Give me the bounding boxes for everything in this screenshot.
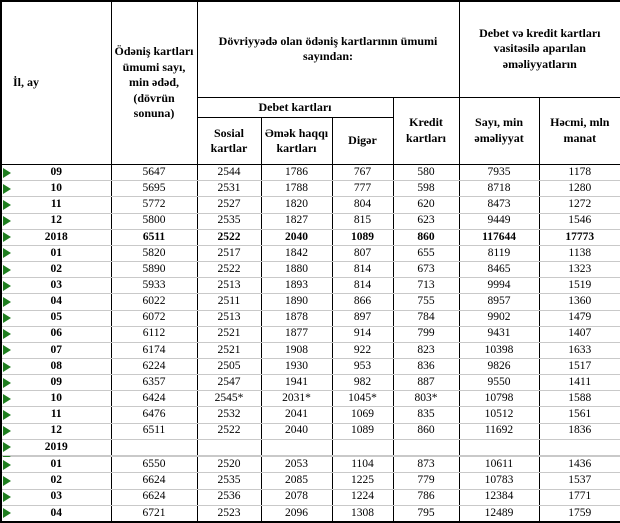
value-cell: 10398 xyxy=(459,342,539,358)
value-cell: 1411 xyxy=(539,375,620,391)
period-cell xyxy=(1,165,111,181)
value-cell: 1045* xyxy=(332,391,393,407)
value-cell: 777 xyxy=(332,181,393,197)
value-cell: 795 xyxy=(393,505,459,522)
table-header xyxy=(1,1,620,165)
value-cell: 1308 xyxy=(332,505,393,522)
period-cell xyxy=(1,439,111,455)
period-label: 04 xyxy=(50,295,62,308)
table-row xyxy=(1,358,620,374)
value-cell: 2523 xyxy=(197,505,261,522)
period-label: 2019 xyxy=(44,440,68,453)
value-cell: 1104 xyxy=(332,457,393,473)
value-cell: 807 xyxy=(332,245,393,261)
value-cell: 1878 xyxy=(261,310,332,326)
green-triangle-icon xyxy=(3,410,11,420)
header-debit-cards: Debet kartları xyxy=(197,97,393,118)
table-row xyxy=(1,439,620,455)
value-cell: 803* xyxy=(393,391,459,407)
value-cell: 1272 xyxy=(539,197,620,213)
value-cell: 6721 xyxy=(111,505,197,522)
table-row xyxy=(1,326,620,342)
value-cell: 2522 xyxy=(197,262,261,278)
green-triangle-icon xyxy=(3,232,11,242)
value-cell: 10783 xyxy=(459,473,539,489)
green-triangle-icon xyxy=(3,362,11,372)
value-cell: 2078 xyxy=(261,489,332,505)
period-cell xyxy=(1,375,111,391)
value-cell xyxy=(197,439,261,455)
value-cell: 5772 xyxy=(111,197,197,213)
value-cell: 11692 xyxy=(459,423,539,439)
table-row xyxy=(1,197,620,213)
value-cell: 755 xyxy=(393,294,459,310)
green-triangle-icon xyxy=(3,508,11,518)
header-social-cards: Sosial kartlar xyxy=(197,118,261,165)
value-cell xyxy=(393,439,459,455)
value-cell: 1546 xyxy=(539,213,620,229)
value-cell: 823 xyxy=(393,342,459,358)
value-cell: 17773 xyxy=(539,229,620,245)
value-cell: 1827 xyxy=(261,213,332,229)
green-triangle-icon xyxy=(3,394,11,404)
value-cell: 2041 xyxy=(261,407,332,423)
period-cell xyxy=(1,473,111,489)
value-cell: 1178 xyxy=(539,165,620,181)
header-salary-cards: Əmək haqqı kartları xyxy=(261,118,332,165)
period-cell xyxy=(1,326,111,342)
table-row xyxy=(1,165,620,181)
value-cell: 1771 xyxy=(539,489,620,505)
green-triangle-icon xyxy=(3,200,11,210)
value-cell: 860 xyxy=(393,229,459,245)
value-cell: 2031* xyxy=(261,391,332,407)
value-cell: 1908 xyxy=(261,342,332,358)
value-cell: 117644 xyxy=(459,229,539,245)
green-triangle-icon xyxy=(3,168,11,178)
period-cell xyxy=(1,489,111,505)
header-other-cards: Digər xyxy=(332,118,393,165)
table-row xyxy=(1,294,620,310)
value-cell: 799 xyxy=(393,326,459,342)
value-cell: 1407 xyxy=(539,326,620,342)
table-row xyxy=(1,423,620,439)
period-label: 03 xyxy=(50,490,62,503)
value-cell: 1069 xyxy=(332,407,393,423)
period-cell xyxy=(1,197,111,213)
value-cell: 2085 xyxy=(261,473,332,489)
value-cell: 836 xyxy=(393,358,459,374)
value-cell: 1877 xyxy=(261,326,332,342)
header-in-circulation: Dövriyyədə olan ödəniş kartlarının ümumi sayından: xyxy=(197,1,459,97)
value-cell: 2511 xyxy=(197,294,261,310)
header-operations-count: Sayı, min əməliyyat xyxy=(459,97,539,165)
value-cell: 1519 xyxy=(539,278,620,294)
value-cell: 9994 xyxy=(459,278,539,294)
value-cell: 815 xyxy=(332,213,393,229)
value-cell: 1089 xyxy=(332,229,393,245)
period-cell xyxy=(1,358,111,374)
period-label: 08 xyxy=(50,359,62,372)
value-cell: 814 xyxy=(332,262,393,278)
table-row xyxy=(1,375,620,391)
value-cell: 835 xyxy=(393,407,459,423)
period-label: 07 xyxy=(50,343,62,356)
value-cell: 2535 xyxy=(197,473,261,489)
value-cell: 982 xyxy=(332,375,393,391)
table-row xyxy=(1,213,620,229)
value-cell: 873 xyxy=(393,457,459,473)
value-cell: 2536 xyxy=(197,489,261,505)
green-triangle-icon xyxy=(3,184,11,194)
value-cell: 2547 xyxy=(197,375,261,391)
green-triangle-icon xyxy=(3,476,11,486)
value-cell: 2521 xyxy=(197,326,261,342)
value-cell: 1138 xyxy=(539,245,620,261)
value-cell: 1820 xyxy=(261,197,332,213)
green-triangle-icon xyxy=(3,442,11,452)
value-cell: 620 xyxy=(393,197,459,213)
period-cell xyxy=(1,181,111,197)
value-cell: 1893 xyxy=(261,278,332,294)
value-cell: 2532 xyxy=(197,407,261,423)
table-row xyxy=(1,229,620,245)
period-cell xyxy=(1,310,111,326)
value-cell: 1561 xyxy=(539,407,620,423)
green-triangle-icon xyxy=(3,281,11,291)
value-cell: 866 xyxy=(332,294,393,310)
value-cell: 6511 xyxy=(111,423,197,439)
period-cell xyxy=(1,245,111,261)
value-cell xyxy=(332,439,393,455)
value-cell: 10512 xyxy=(459,407,539,423)
value-cell: 1436 xyxy=(539,457,620,473)
table-body xyxy=(1,165,620,522)
value-cell: 2521 xyxy=(197,342,261,358)
value-cell: 914 xyxy=(332,326,393,342)
value-cell: 2531 xyxy=(197,181,261,197)
table-row xyxy=(1,181,620,197)
value-cell: 9826 xyxy=(459,358,539,374)
value-cell: 6022 xyxy=(111,294,197,310)
value-cell: 8119 xyxy=(459,245,539,261)
green-triangle-icon xyxy=(3,265,11,275)
value-cell: 786 xyxy=(393,489,459,505)
value-cell: 673 xyxy=(393,262,459,278)
value-cell: 9902 xyxy=(459,310,539,326)
value-cell: 5800 xyxy=(111,213,197,229)
value-cell: 1836 xyxy=(539,423,620,439)
period-label: 2018 xyxy=(44,230,68,243)
table-row xyxy=(1,505,620,522)
value-cell: 7935 xyxy=(459,165,539,181)
table-row xyxy=(1,457,620,473)
period-cell xyxy=(1,423,111,439)
value-cell: 10611 xyxy=(459,457,539,473)
value-cell: 2513 xyxy=(197,310,261,326)
value-cell: 1537 xyxy=(539,473,620,489)
period-cell xyxy=(1,505,111,522)
table-row xyxy=(1,262,620,278)
value-cell: 860 xyxy=(393,423,459,439)
value-cell: 6357 xyxy=(111,375,197,391)
green-triangle-icon xyxy=(3,426,11,436)
value-cell: 1788 xyxy=(261,181,332,197)
value-cell: 1323 xyxy=(539,262,620,278)
green-triangle-icon xyxy=(3,345,11,355)
value-cell xyxy=(539,439,620,455)
value-cell: 1786 xyxy=(261,165,332,181)
header-il-ay: İl, ay xyxy=(1,1,111,165)
value-cell: 784 xyxy=(393,310,459,326)
value-cell: 5933 xyxy=(111,278,197,294)
value-cell: 6072 xyxy=(111,310,197,326)
value-cell: 1880 xyxy=(261,262,332,278)
table-row xyxy=(1,489,620,505)
period-label: 03 xyxy=(50,279,62,292)
period-label: 10 xyxy=(50,392,62,405)
value-cell: 1479 xyxy=(539,310,620,326)
green-triangle-icon xyxy=(3,329,11,339)
period-label: 09 xyxy=(50,375,62,388)
period-label: 11 xyxy=(50,408,62,421)
value-cell: 887 xyxy=(393,375,459,391)
value-cell: 580 xyxy=(393,165,459,181)
value-cell: 1930 xyxy=(261,358,332,374)
value-cell xyxy=(459,439,539,455)
value-cell: 6476 xyxy=(111,407,197,423)
period-label: 05 xyxy=(50,311,62,324)
value-cell: 2535 xyxy=(197,213,261,229)
header-credit-cards: Kredit kartları xyxy=(393,97,459,165)
value-cell: 1941 xyxy=(261,375,332,391)
value-cell: 1089 xyxy=(332,423,393,439)
value-cell: 1633 xyxy=(539,342,620,358)
value-cell: 2040 xyxy=(261,423,332,439)
value-cell: 1517 xyxy=(539,358,620,374)
table-row xyxy=(1,310,620,326)
value-cell: 12384 xyxy=(459,489,539,505)
value-cell: 5647 xyxy=(111,165,197,181)
value-cell: 8465 xyxy=(459,262,539,278)
period-cell xyxy=(1,229,111,245)
table-row xyxy=(1,245,620,261)
value-cell: 6550 xyxy=(111,457,197,473)
value-cell: 713 xyxy=(393,278,459,294)
period-cell xyxy=(1,213,111,229)
value-cell: 8718 xyxy=(459,181,539,197)
period-cell xyxy=(1,391,111,407)
value-cell: 1224 xyxy=(332,489,393,505)
header-total-cards: Ödəniş kartları ümumi sayı, min ədəd, (dövrün sonuna) xyxy=(111,1,197,165)
value-cell: 598 xyxy=(393,181,459,197)
value-cell: 1890 xyxy=(261,294,332,310)
period-cell xyxy=(1,407,111,423)
value-cell: 1280 xyxy=(539,181,620,197)
table-row xyxy=(1,342,620,358)
period-label: 06 xyxy=(50,327,62,340)
period-label: 01 xyxy=(50,246,62,259)
value-cell: 8957 xyxy=(459,294,539,310)
value-cell: 623 xyxy=(393,213,459,229)
period-label: 04 xyxy=(50,506,62,519)
value-cell: 2513 xyxy=(197,278,261,294)
value-cell: 953 xyxy=(332,358,393,374)
green-triangle-icon xyxy=(3,248,11,258)
value-cell: 1842 xyxy=(261,245,332,261)
value-cell xyxy=(111,439,197,455)
period-label: 02 xyxy=(50,262,62,275)
value-cell: 1225 xyxy=(332,473,393,489)
green-triangle-icon xyxy=(3,460,11,470)
period-cell xyxy=(1,457,111,473)
value-cell: 6112 xyxy=(111,326,197,342)
value-cell: 10798 xyxy=(459,391,539,407)
value-cell: 2544 xyxy=(197,165,261,181)
green-triangle-icon xyxy=(3,297,11,307)
value-cell: 9449 xyxy=(459,213,539,229)
period-cell xyxy=(1,262,111,278)
header-operations-volume: Həcmi, mln manat xyxy=(539,97,620,165)
value-cell xyxy=(261,439,332,455)
table-row xyxy=(1,391,620,407)
period-label: 10 xyxy=(50,182,62,195)
green-triangle-icon xyxy=(3,492,11,502)
table-row xyxy=(1,278,620,294)
period-cell xyxy=(1,294,111,310)
table-row xyxy=(1,473,620,489)
value-cell: 2040 xyxy=(261,229,332,245)
value-cell: 2505 xyxy=(197,358,261,374)
value-cell: 9431 xyxy=(459,326,539,342)
value-cell: 5890 xyxy=(111,262,197,278)
value-cell: 2096 xyxy=(261,505,332,522)
value-cell: 2520 xyxy=(197,457,261,473)
value-cell: 804 xyxy=(332,197,393,213)
value-cell: 6511 xyxy=(111,229,197,245)
period-label: 11 xyxy=(50,198,62,211)
period-cell xyxy=(1,278,111,294)
green-triangle-icon xyxy=(3,216,11,226)
value-cell: 6424 xyxy=(111,391,197,407)
value-cell: 2522 xyxy=(197,229,261,245)
value-cell: 12489 xyxy=(459,505,539,522)
value-cell: 814 xyxy=(332,278,393,294)
period-label: 12 xyxy=(50,424,62,437)
period-label: 12 xyxy=(50,214,62,227)
period-label: 01 xyxy=(50,458,62,471)
table-row xyxy=(1,407,620,423)
value-cell: 767 xyxy=(332,165,393,181)
value-cell: 6174 xyxy=(111,342,197,358)
value-cell: 6624 xyxy=(111,473,197,489)
value-cell: 2545* xyxy=(197,391,261,407)
value-cell: 779 xyxy=(393,473,459,489)
period-label: 02 xyxy=(50,474,62,487)
value-cell: 1588 xyxy=(539,391,620,407)
value-cell: 655 xyxy=(393,245,459,261)
value-cell: 1759 xyxy=(539,505,620,522)
value-cell: 897 xyxy=(332,310,393,326)
value-cell: 8473 xyxy=(459,197,539,213)
value-cell: 5695 xyxy=(111,181,197,197)
period-cell xyxy=(1,342,111,358)
header-operations: Debet və kredit kartları vasitəsilə aparılan əməliyyatların xyxy=(459,1,620,97)
green-triangle-icon xyxy=(3,313,11,323)
value-cell: 2527 xyxy=(197,197,261,213)
value-cell: 9550 xyxy=(459,375,539,391)
value-cell: 6224 xyxy=(111,358,197,374)
value-cell: 5820 xyxy=(111,245,197,261)
value-cell: 2053 xyxy=(261,457,332,473)
period-label: 09 xyxy=(50,165,62,178)
green-triangle-icon xyxy=(3,378,11,388)
value-cell: 2517 xyxy=(197,245,261,261)
value-cell: 2522 xyxy=(197,423,261,439)
value-cell: 1360 xyxy=(539,294,620,310)
value-cell: 6624 xyxy=(111,489,197,505)
value-cell: 922 xyxy=(332,342,393,358)
